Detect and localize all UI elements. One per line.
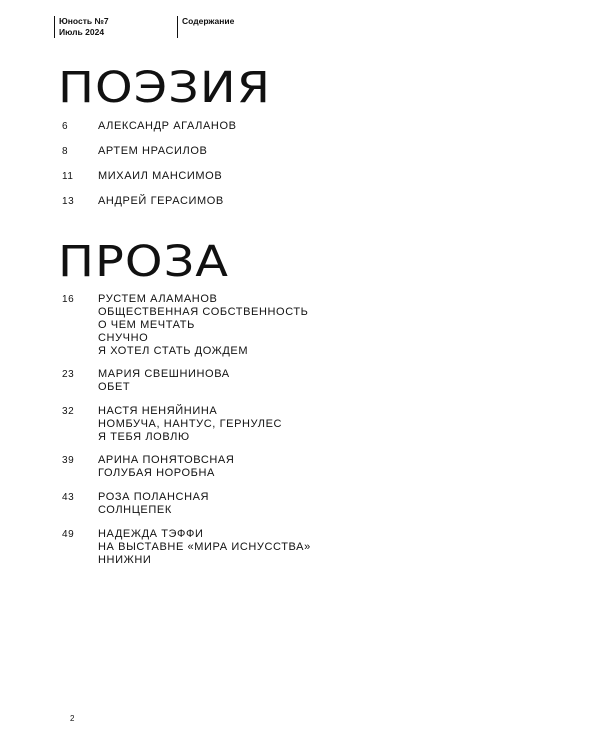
page-number: 13	[62, 196, 75, 207]
work-title: Я ХОТЕЛ СТАТЬ ДОЖДЕМ	[98, 345, 249, 357]
poetry-heading: ПОЭЗИЯ	[58, 62, 271, 112]
running-header	[54, 16, 234, 38]
page-number: 16	[62, 294, 75, 305]
author-name: МИХАИЛ МАНСИМОВ	[98, 170, 223, 182]
work-title: О ЧЕМ МЕЧТАТЬ	[98, 319, 195, 331]
toc-entry[interactable]	[62, 145, 542, 170]
work-title: ННИЖНИ	[98, 554, 152, 566]
toc-entry[interactable]	[62, 405, 542, 454]
page-number: 8	[62, 146, 69, 157]
prose-toc	[62, 293, 542, 577]
folio-page-number: 2	[70, 714, 75, 723]
work-title: НА ВЫСТАВНЕ «МИРА ИСНУССТВА»	[98, 541, 311, 553]
author-name: МАРИЯ СВЕШНИНОВА	[98, 368, 230, 380]
work-title: НОМБУЧА, НАНТУС, ГЕРНУЛЕС	[98, 418, 283, 430]
page-number: 32	[62, 406, 75, 417]
magazine-info	[54, 16, 177, 38]
toc-entry[interactable]	[62, 195, 542, 220]
work-title: СНУЧНО	[98, 332, 149, 344]
section-label-block	[177, 16, 234, 38]
toc-entry[interactable]	[62, 293, 542, 368]
prose-heading: ПРОЗА	[58, 236, 230, 286]
page-number: 39	[62, 455, 75, 466]
work-title: ОБЩЕСТВЕННАЯ СОБСТВЕННОСТЬ	[98, 306, 309, 318]
author-name: НАДЕЖДА ТЭФФИ	[98, 528, 204, 540]
toc-entry[interactable]	[62, 528, 542, 577]
page-number: 23	[62, 369, 75, 380]
toc-entry[interactable]	[62, 170, 542, 195]
author-name: АРТЕМ НРАСИЛОВ	[98, 145, 208, 157]
page-number: 43	[62, 492, 75, 503]
author-name: РУСТЕМ АЛАМАНОВ	[98, 293, 218, 305]
poetry-toc	[62, 120, 542, 220]
magazine-name: Юность №7	[59, 16, 109, 26]
author-name: АЛЕКСАНДР АГАЛАНОВ	[98, 120, 237, 132]
page-number: 6	[62, 121, 69, 132]
author-name: НАСТЯ НЕНЯЙНИНА	[98, 405, 218, 417]
toc-entry[interactable]	[62, 491, 542, 528]
toc-entry[interactable]	[62, 454, 542, 491]
work-title: ГОЛУБАЯ НОРОБНА	[98, 467, 215, 479]
toc-entry[interactable]	[62, 368, 542, 405]
work-title: Я ТЕБЯ ЛОВЛЮ	[98, 431, 190, 443]
toc-entry[interactable]	[62, 120, 542, 145]
work-title: ОБЕТ	[98, 381, 131, 393]
author-name: АРИНА ПОНЯТОВСНАЯ	[98, 454, 235, 466]
page-number: 11	[62, 171, 74, 182]
author-name: АНДРЕЙ ГЕРАСИМОВ	[98, 195, 224, 207]
section-label: Содержание	[182, 16, 235, 26]
author-name: РОЗА ПОЛАНСНАЯ	[98, 491, 210, 503]
issue-date: Июль 2024	[59, 27, 105, 37]
page-number: 49	[62, 529, 75, 540]
work-title: СОЛНЦЕПЕК	[98, 504, 172, 516]
